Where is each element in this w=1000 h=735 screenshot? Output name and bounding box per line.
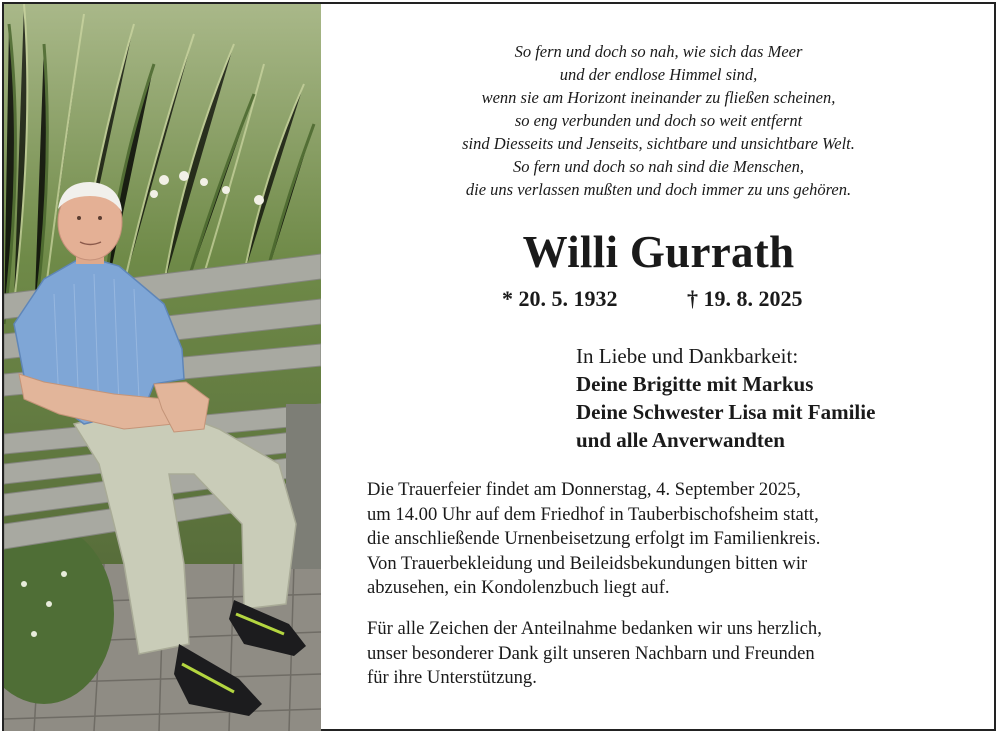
poem-line: die uns verlassen mußten und doch immer zu uns gehören. [465, 180, 852, 199]
funeral-line: Von Trauerbekleidung und Beileidsbekundungen bitten wir [367, 552, 808, 574]
death-date: † 19. 8. 2025 [687, 286, 803, 311]
poem-line: wenn sie am Horizont ineinander zu fließen scheinen, [481, 88, 836, 107]
thanks-line: unser besonderer Dank gilt unseren Nachbarn und Freunden [367, 642, 815, 664]
mourners-intro: In Liebe und Dankbarkeit: [576, 344, 799, 368]
funeral-line: Die Trauerfeier findet am Donnerstag, 4. September 2025, [367, 479, 801, 500]
poem-line: So fern und doch so nah, wie sich das Meer [514, 42, 803, 61]
thanks-line: Für alle Zeichen der Anteilnahme bedanken wir uns herzlich, [367, 618, 822, 639]
obituary-content [321, 4, 996, 731]
mourner-line: und alle Anverwandten [576, 428, 785, 452]
poem-line: so eng verbunden und doch so weit entfernt [514, 111, 803, 130]
birth-date: * 20. 5. 1932 [502, 286, 618, 311]
deceased-name: Willi Gurrath [522, 227, 795, 277]
mourners-block [576, 342, 875, 454]
thanks-info [367, 617, 987, 691]
funeral-line: abzusehen, ein Kondolenzbuch liegt auf. [367, 577, 670, 598]
poem [321, 40, 996, 201]
funeral-line: die anschließende Urnenbeisetzung erfolgt im Familienkreis. [367, 528, 821, 549]
mourner-line: Deine Schwester Lisa mit Familie [576, 400, 876, 424]
funeral-line: um 14.00 Uhr auf dem Friedhof in Tauberbischofsheim statt, [367, 503, 819, 525]
poem-line: sind Diesseits und Jenseits, sichtbare und unsichtbare Welt. [462, 134, 855, 153]
funeral-info [367, 478, 987, 601]
thanks-line: für ihre Unterstützung. [367, 667, 537, 688]
poem-line: So fern und doch so nah sind die Menschen, [513, 157, 804, 176]
poem-line: und der endlose Himmel sind, [559, 65, 758, 84]
portrait-photo [4, 4, 321, 731]
mourner-line: Deine Brigitte mit Markus [576, 372, 814, 396]
